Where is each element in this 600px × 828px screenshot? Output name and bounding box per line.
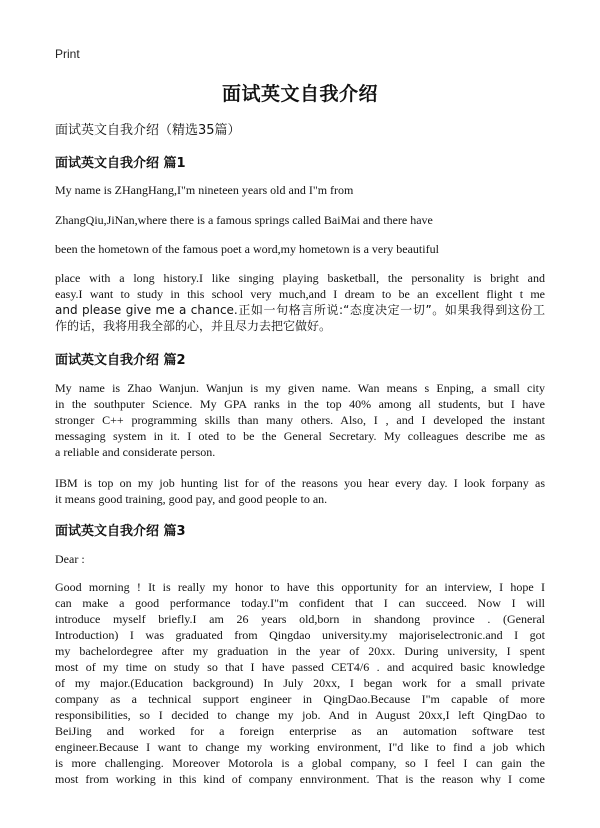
paragraph — [55, 475, 545, 507]
paragraph-line: responsibilities, so I decided to change my job. And in August 20xx,I left QingDao to — [55, 708, 545, 722]
text-line: been the hometown of the famous poet a word,my hometown is a very beautiful — [55, 242, 439, 256]
paragraph-line: in the southputer Science. My GPA ranks in the top 40% among all students, but I have — [55, 397, 545, 411]
paragraph-line: and please give me a chance.正如一句格言所说:“态度决定一切”。如果我得到这份工 — [55, 303, 545, 317]
paragraph-line: most from working in this kind of company ennvironment. That is the reason why I come — [55, 772, 545, 786]
paragraph-line: Introduction) I was graduated from Qingdao university.my majoriselectronic.and I got — [55, 628, 545, 642]
paragraph — [55, 579, 545, 787]
paragraph-line: 作的话，我将用我全部的心，并且尽力去把它做好。 — [55, 319, 332, 333]
paragraph-line: can make a good performance today.I"m confident that I can succeed. Now I will — [55, 596, 545, 610]
paragraph-line: Good morning ! It is really my honor to have this opportunity for an interview, I hope I — [55, 580, 545, 594]
paragraph-line: my bachelordegree after my graduation in the year of 20xx. During university, I spent — [55, 644, 545, 658]
page-title: 面试英文自我介绍 — [221, 83, 378, 105]
section-heading-3: 面试英文自我介绍 篇3 — [55, 524, 186, 539]
document-subtitle: 面试英文自我介绍（精选35篇） — [55, 123, 241, 138]
paragraph — [55, 380, 545, 460]
paragraph-line: place with a long history.I like singing playing basketball, the personality is bright and — [55, 271, 545, 285]
paragraph — [55, 270, 545, 334]
paragraph-line: My name is Zhao Wanjun. Wanjun is my given name. Wan means s Enping, a small city — [55, 381, 545, 395]
section-heading-2: 面试英文自我介绍 篇2 — [55, 353, 186, 368]
paragraph-line: of my major.(Education background) In July 20xx, I began work for a small private — [55, 676, 545, 690]
text-line: My name is ZHangHang,I"m nineteen years old and I"m from — [55, 183, 354, 197]
paragraph-line: engineer.Because I want to change my working environment, I"d like to find a job which — [55, 740, 545, 754]
paragraph-line: BeiJing and worked for a foreign enterprise as an automation software test — [55, 724, 545, 738]
section-heading-1: 面试英文自我介绍 篇1 — [55, 156, 186, 171]
paragraph-line: most of my time on study so that I have passed CET4/6 . and acquired basic knowledge — [55, 660, 545, 674]
paragraph-line: is more challenging. Moreover Motorola is a global company, so I feel I can gain the — [55, 756, 545, 770]
paragraph-line: introduce myself briefly.I am 26 years old,born in shandong province . (General — [55, 612, 545, 626]
paragraph-line: messaging system in it. I oted to be the General Secretary. My colleagues describe me as — [55, 429, 545, 443]
print-label[interactable]: Print — [55, 47, 80, 61]
paragraph-line: easy.I want to study in this school very much,and I dream to be an excellent flight t me — [55, 287, 545, 301]
text-line: ZhangQiu,JiNan,where there is a famous springs called BaiMai and there have — [55, 213, 433, 227]
paragraph-line: a reliable and considerate person. — [55, 445, 216, 459]
paragraph-line: stronger C++ programming skills than many others. Also, I , and I developed the instant — [55, 413, 545, 427]
greeting: Dear : — [55, 552, 85, 566]
paragraph-line: it means good training, good pay, and good people to an. — [55, 492, 328, 506]
paragraph-line: company as a technical support engineer in QingDao.Because I"m capable of more — [55, 692, 545, 706]
paragraph-line: IBM is top on my job hunting list for of the reasons you hear every day. I look forpany as — [55, 476, 545, 490]
